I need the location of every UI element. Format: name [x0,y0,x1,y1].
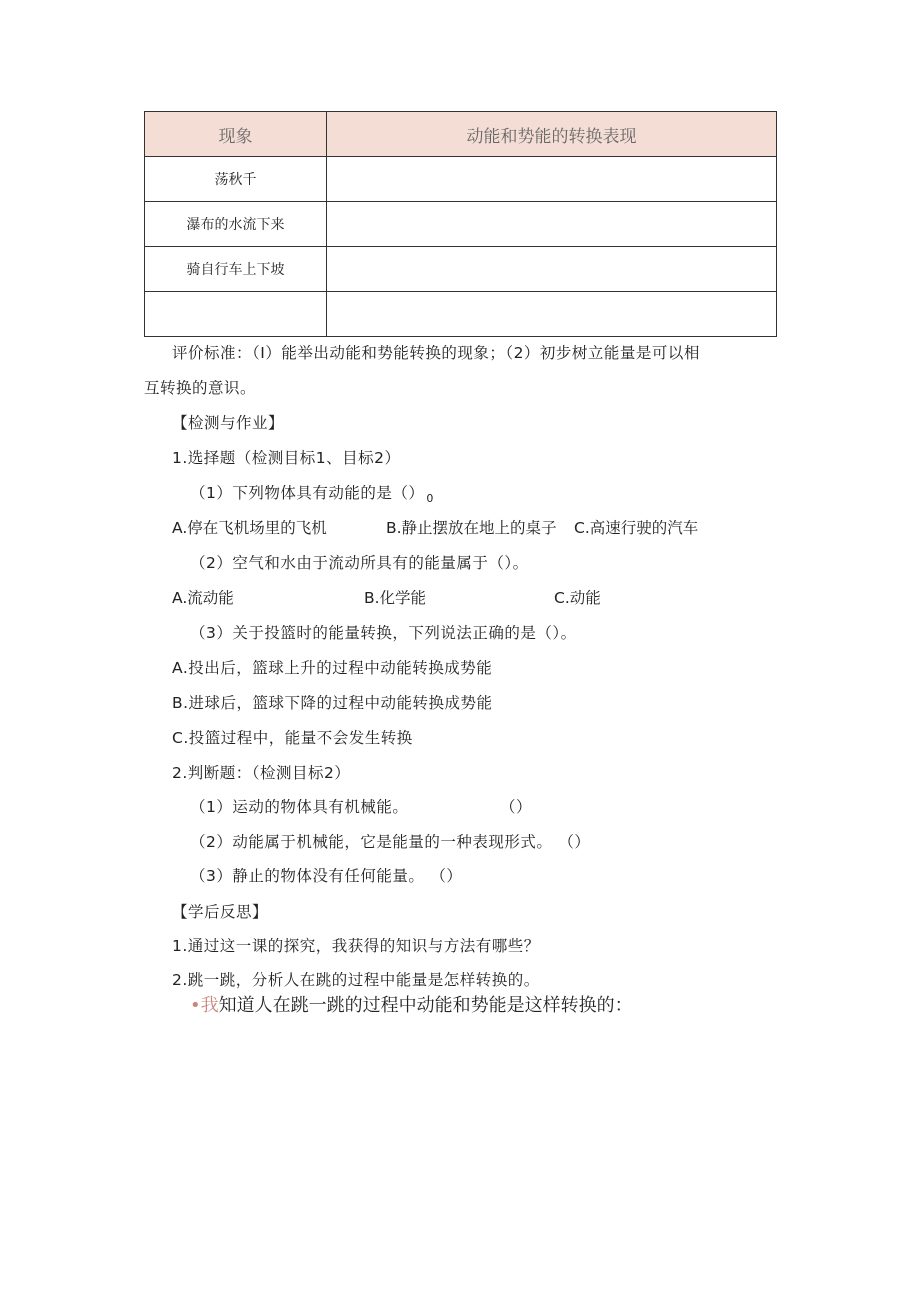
table-cell [145,292,327,337]
judge-text: （3）静止的物体没有任何能量。 [190,867,425,885]
criteria-line-2: 互转换的意识。 [144,379,257,397]
judge-item-2 [190,832,590,852]
question-tail: 0 [426,492,434,505]
question-choice-title: 1.选择题（检测目标1、目标2） [172,449,401,467]
option-a: A.停在飞机场里的飞机 [172,519,327,537]
table-header-row [145,112,777,157]
judge-item-1 [190,797,533,817]
choice-question-2: （2）空气和水由于流动所具有的能量属于（）。 [190,554,529,572]
question-text: （1）下列物体具有动能的是（） [190,484,425,502]
option-b: B.静止摆放在地上的桌子 [386,519,557,537]
table-row [145,292,777,337]
option-b: B.化学能 [364,589,427,607]
section-title-reflect: 【学后反思】 [172,903,269,921]
option-c: C.投篮过程中，能量不会发生转换 [172,729,413,747]
answer-paren: （） [558,833,591,851]
section-title-test: 【检测与作业】 [172,414,285,432]
judge-text: （2）动能属于机械能，它是能量的一种表现形式。 [190,833,553,851]
option-c: C.动能 [554,589,601,607]
table-cell [327,202,777,247]
choice-question-3: （3）关于投篮时的能量转换，下列说法正确的是（）。 [190,624,577,642]
table-cell [327,247,777,292]
table-header-cell: 动能和势能的转换表现 [327,112,777,157]
reflect-answer-line [190,995,633,1017]
table-cell [327,157,777,202]
table-row [145,202,777,247]
table-cell: 荡秋千 [145,157,327,202]
table-cell [327,292,777,337]
choice-question-1 [190,483,434,509]
table-row [145,247,777,292]
criteria-line-1: 评价标准：（I）能举出动能和势能转换的现象；（2）初步树立能量是可以相 [172,344,700,362]
option-b: B.进球后，篮球下降的过程中动能转换成势能 [172,694,493,712]
judge-item-3 [190,866,462,886]
table-header-cell: 现象 [145,112,327,157]
phenomena-table [144,111,777,337]
table-cell: 瀑布的水流下来 [145,202,327,247]
table-cell: 骑自行车上下坡 [145,247,327,292]
question-judge-title: 2.判断题：（检测目标2） [172,764,351,782]
reflect-question-1: 1.通过这一课的探究，我获得的知识与方法有哪些？ [172,937,540,955]
bullet-mark: • [190,995,201,1016]
table-row [145,157,777,202]
option-a: A.流动能 [172,589,234,607]
judge-text: （1）运动的物体具有机械能。 [190,798,409,816]
option-c: C.高速行驶的汽车 [574,519,699,537]
answer-paren: （） [500,798,533,816]
answer-lead: 我 [200,995,219,1016]
reflect-question-2: 2.跳一跳，分析人在跳的过程中能量是怎样转换的。 [172,971,540,989]
option-a: A.投出后，篮球上升的过程中动能转换成势能 [172,659,493,677]
answer-paren: （） [430,867,463,885]
answer-text: 知道人在跳一跳的过程中动能和势能是这样转换的： [218,995,633,1016]
